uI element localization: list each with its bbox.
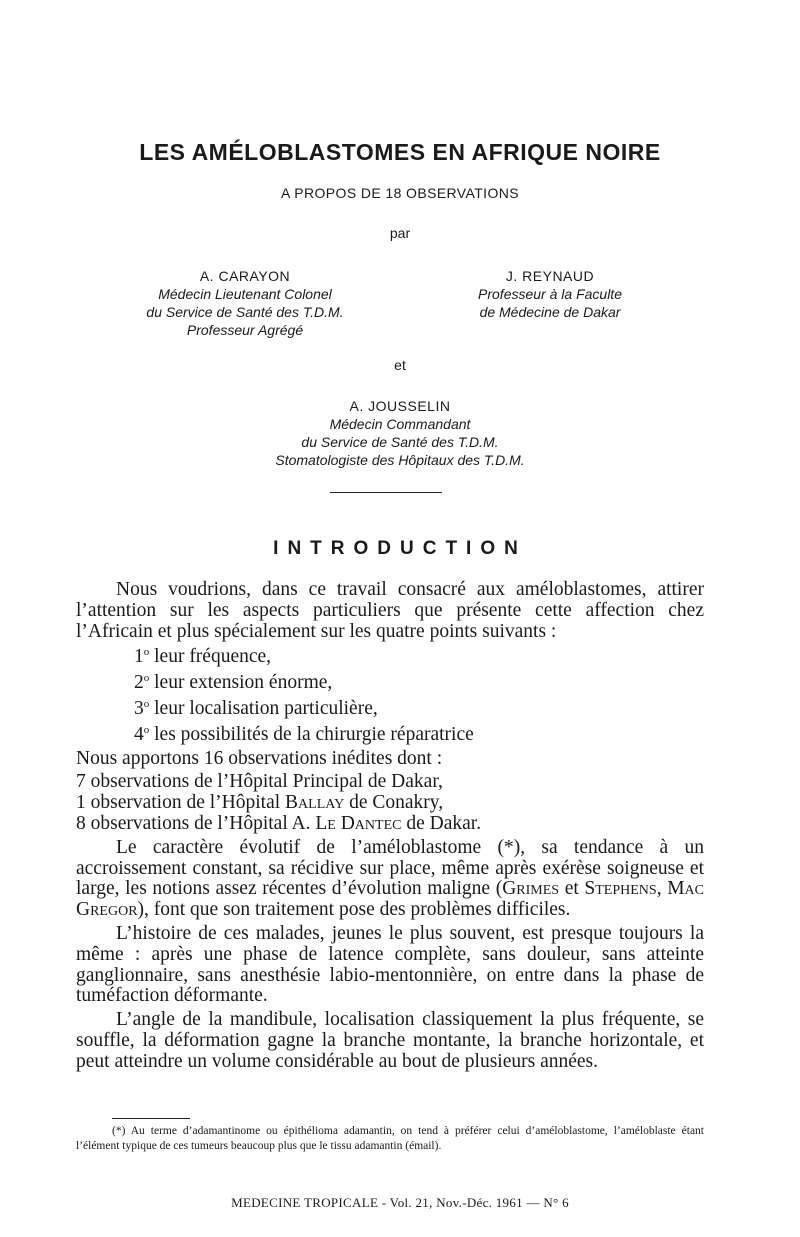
list-item: 1$^o$ leur fréquence, <box>134 646 272 668</box>
author-carayon <box>90 267 400 339</box>
author-name: A. CARAYON <box>199 268 291 284</box>
points-list <box>76 642 704 745</box>
list-item: 2$^o$ leur extension énorme, <box>134 672 333 694</box>
paragraph: L’angle de la mandibule, localisation classiquement la plus fréquente, se souffle, la déformation gagne la branche montante, la branche horizontale, et peut atteindre un volume considérable au bout de plusieurs années. <box>76 1009 704 1072</box>
list-item: 4$^o$ les possibilités de la chirurgie réparatrice <box>134 723 474 745</box>
author-affiliation-line: de Médecine de Dakar <box>479 304 621 320</box>
author-affiliation-line: Médecin Lieutenant Colonel <box>158 286 332 302</box>
article-subtitle: A PROPOS DE 18 OBSERVATIONS <box>281 185 519 201</box>
author-name: A. JOUSSELIN <box>349 398 451 414</box>
article-title: LES AMÉLOBLASTOMES EN AFRIQUE NOIRE <box>139 139 661 165</box>
author-affiliation-line: Professeur à la Faculte <box>478 286 622 302</box>
section-heading: INTRODUCTION <box>273 538 527 559</box>
author-affiliation-line: du Service de Santé des T.D.M. <box>301 434 499 450</box>
list-item: 1 observation de l’Hôpital Ballay de Conakry, <box>76 792 444 814</box>
list-item: 3$^o$ leur localisation particulière, <box>134 697 378 719</box>
article-body <box>76 580 704 1073</box>
page-footer: MEDECINE TROPICALE - Vol. 21, Nov.-Déc. 1961 — N° 6 <box>231 1195 569 1210</box>
paragraph: Nous apportons 16 observations inédites dont : <box>76 747 443 769</box>
footnote: (*) Au terme d’adamantinome ou épithélioma adamantin, on tend à préférer celui d’améloblastome, l’améloblaste étant l’élément typique de ces tumeurs beaucoup plus que le tissu adamantin (émail). <box>76 1125 704 1152</box>
author-jousselin <box>200 397 600 469</box>
paragraph: L’histoire de ces malades, jeunes le plus souvent, est presque toujours la même : après une phase de latence complète, sans douleur, sans atteinte ganglionnaire, sans anesthésie labio-mentonnière, on entre dans la phase de tuméfaction déformante. <box>76 922 704 1007</box>
list-item: 8 observations de l’Hôpital A. Le Dantec de Dakar. <box>76 812 482 834</box>
author-name: J. REYNAUD <box>505 268 595 284</box>
observations-list <box>76 772 704 834</box>
author-affiliation-line: du Service de Santé des T.D.M. <box>146 304 344 320</box>
paragraph: Nous voudrions, dans ce travail consacré aux améloblastomes, attirer l’attention sur les aspects particuliers que présente cette affection chez l’Africain et plus spécialement sur les quatre points suivants : <box>76 579 704 642</box>
and-label: et <box>394 357 406 373</box>
author-reynaud <box>440 267 660 321</box>
author-affiliation-line: Médecin Commandant <box>329 416 471 432</box>
list-item: 7 observations de l’Hôpital Principal de Dakar, <box>76 771 443 793</box>
by-label: par <box>389 225 411 241</box>
paragraph: Le caractère évolutif de l’améloblastome (*), sa tendance à un accroissement constant, sa récidive sur place, même après exérèse soigneuse et large, les notions assez récentes d’évolution maligne (Grimes et Stephens, Mac Gregor), font que son traitement pose des problèmes difficiles. <box>76 836 704 921</box>
header-divider <box>330 492 442 493</box>
author-affiliation-line: Professeur Agrégé <box>186 322 304 338</box>
footnote-divider <box>112 1118 190 1119</box>
author-affiliation-line: Stomatologiste des Hôpitaux des T.D.M. <box>275 452 525 468</box>
